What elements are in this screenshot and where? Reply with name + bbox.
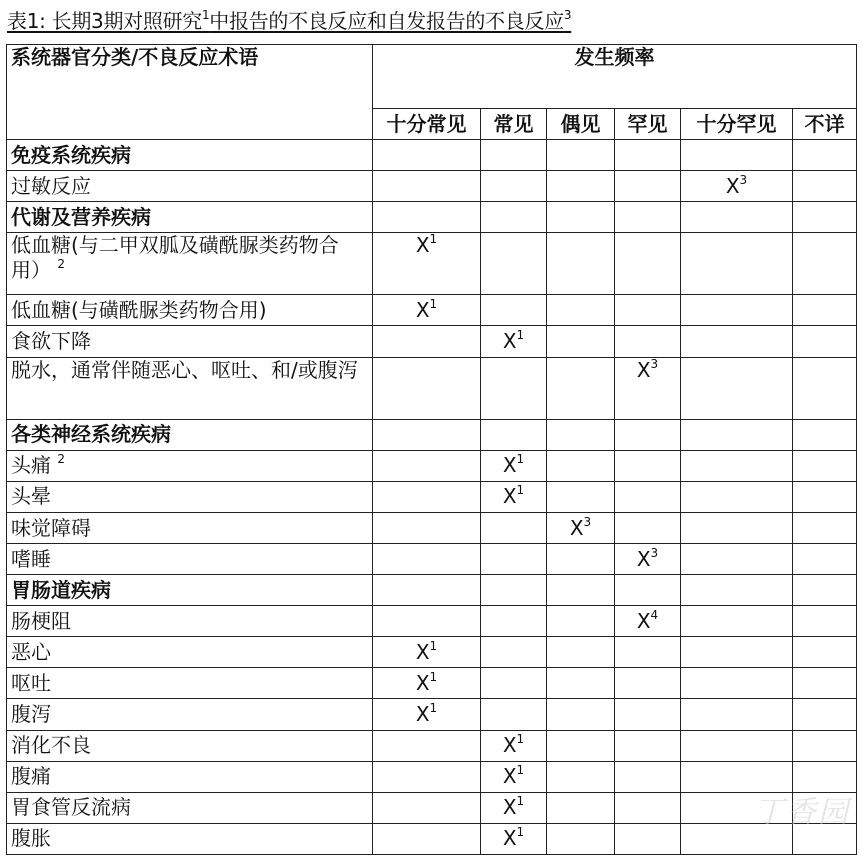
- frequency-cell: [681, 295, 793, 326]
- frequency-cell: [615, 357, 681, 419]
- frequency-category-header: 常见: [481, 109, 547, 140]
- frequency-cell: [793, 606, 857, 637]
- term-label: 胃食管反流病: [11, 795, 131, 820]
- frequency-cell: [481, 295, 547, 326]
- watermark-logo: 丁香园: [754, 795, 850, 830]
- frequency-cell: [547, 233, 615, 295]
- table-row: [7, 544, 857, 575]
- adverse-reaction-term: [7, 699, 373, 730]
- frequency-cell: [793, 326, 857, 357]
- soc-label: 各类神经系统疾病: [7, 419, 373, 450]
- frequency-mark: X: [502, 484, 517, 509]
- table-row: [7, 699, 857, 730]
- frequency-cell: [681, 544, 793, 575]
- frequency-cell: [681, 171, 793, 202]
- frequency-cell: [373, 668, 481, 699]
- frequency-cell: [481, 730, 547, 761]
- table-row: [7, 512, 857, 543]
- frequency-cell: [547, 419, 615, 450]
- frequency-cell: [615, 575, 681, 606]
- frequency-cell: [481, 637, 547, 668]
- frequency-cell: [481, 668, 547, 699]
- frequency-cell: [547, 326, 615, 357]
- mark-footnote-ref: 1: [429, 669, 438, 684]
- frequency-cell: [481, 544, 547, 575]
- adverse-reaction-term: [7, 357, 373, 419]
- mark-footnote-ref: 3: [650, 357, 659, 371]
- frequency-cell: [681, 140, 793, 171]
- term-label: 腹泻: [11, 701, 51, 726]
- frequency-cell: [481, 326, 547, 357]
- term-label: 消化不良: [11, 733, 91, 758]
- frequency-cell: [481, 202, 547, 233]
- table-body: [7, 140, 857, 855]
- mark-footnote-ref: 1: [516, 483, 525, 498]
- term-footnote-ref: 2: [57, 257, 65, 272]
- adverse-reaction-term: [7, 171, 373, 202]
- frequency-cell: [793, 450, 857, 481]
- frequency-cell: [547, 481, 615, 512]
- frequency-cell: [547, 792, 615, 823]
- soc-column-header: 系统器官分类/不良反应术语: [7, 45, 373, 140]
- frequency-cell: [547, 357, 615, 419]
- frequency-cell: [681, 637, 793, 668]
- frequency-cell: [793, 699, 857, 730]
- frequency-category-header: 十分罕见: [681, 109, 793, 140]
- frequency-cell: [681, 450, 793, 481]
- frequency-cell: [793, 481, 857, 512]
- frequency-cell: [373, 761, 481, 792]
- soc-label: 免疫系统疾病: [7, 140, 373, 171]
- frequency-cell: [373, 233, 481, 295]
- frequency-cell: [681, 326, 793, 357]
- frequency-cell: [373, 202, 481, 233]
- frequency-mark: X: [725, 173, 740, 198]
- frequency-cell: [793, 171, 857, 202]
- adverse-reaction-term: [7, 730, 373, 761]
- frequency-cell: [481, 512, 547, 543]
- term-label: 腹胀: [11, 826, 51, 851]
- term-label: 过敏反应: [11, 173, 91, 198]
- frequency-cell: [793, 233, 857, 295]
- frequency-cell: [373, 450, 481, 481]
- term-label: 味觉障碍: [11, 515, 91, 540]
- mark-footnote-ref: 3: [583, 514, 592, 529]
- adverse-reaction-term: [7, 544, 373, 575]
- frequency-mark: X: [415, 639, 430, 664]
- table-row: [7, 668, 857, 699]
- adverse-reaction-term: [7, 233, 373, 295]
- frequency-column-header: 发生频率: [373, 45, 857, 109]
- frequency-cell: [481, 450, 547, 481]
- mark-footnote-ref: 3: [739, 172, 748, 187]
- frequency-cell: [547, 668, 615, 699]
- frequency-cell: [793, 637, 857, 668]
- frequency-cell: [373, 295, 481, 326]
- adverse-reaction-term: [7, 637, 373, 668]
- frequency-cell: [615, 699, 681, 730]
- adverse-reaction-term: [7, 295, 373, 326]
- frequency-cell: [793, 419, 857, 450]
- mark-footnote-ref: 1: [429, 638, 438, 653]
- caption-footnote-ref: 1: [201, 8, 210, 22]
- frequency-cell: [615, 140, 681, 171]
- mark-footnote-ref: 1: [429, 296, 438, 311]
- mark-footnote-ref: 4: [650, 607, 659, 622]
- table-row: [7, 357, 857, 419]
- term-label: 腹痛: [11, 764, 51, 789]
- frequency-mark: X: [502, 329, 517, 354]
- frequency-cell: [481, 575, 547, 606]
- frequency-cell: [547, 202, 615, 233]
- frequency-cell: [373, 419, 481, 450]
- frequency-cell: [615, 761, 681, 792]
- frequency-cell: [681, 606, 793, 637]
- adverse-reaction-term: [7, 792, 373, 823]
- mark-footnote-ref: 3: [650, 545, 659, 560]
- frequency-cell: [615, 823, 681, 854]
- term-label: 食欲下降: [11, 329, 91, 354]
- frequency-cell: [615, 450, 681, 481]
- frequency-cell: [681, 481, 793, 512]
- frequency-cell: [793, 512, 857, 543]
- table-row: [7, 792, 857, 823]
- frequency-mark: X: [636, 546, 651, 571]
- table-row: [7, 233, 857, 295]
- frequency-cell: [615, 171, 681, 202]
- frequency-cell: [547, 512, 615, 543]
- frequency-cell: [681, 668, 793, 699]
- adverse-reaction-term: [7, 761, 373, 792]
- frequency-cell: [373, 637, 481, 668]
- frequency-cell: [547, 575, 615, 606]
- frequency-cell: [547, 171, 615, 202]
- soc-row: [7, 202, 857, 233]
- frequency-mark: X: [415, 701, 430, 726]
- mark-footnote-ref: 1: [516, 732, 525, 747]
- frequency-cell: [481, 419, 547, 450]
- term-label: 低血糖(与磺酰脲类药物合用): [11, 297, 267, 322]
- table-row: [7, 450, 857, 481]
- soc-row: [7, 419, 857, 450]
- adverse-reaction-term: [7, 512, 373, 543]
- frequency-cell: [615, 544, 681, 575]
- frequency-mark: X: [502, 764, 517, 789]
- frequency-cell: [547, 761, 615, 792]
- frequency-cell: [373, 699, 481, 730]
- adverse-reaction-term: [7, 481, 373, 512]
- table-row: [7, 171, 857, 202]
- frequency-cell: [793, 544, 857, 575]
- frequency-cell: [373, 730, 481, 761]
- frequency-mark: X: [502, 795, 517, 820]
- frequency-cell: [615, 202, 681, 233]
- frequency-cell: [481, 792, 547, 823]
- adverse-reactions-table: [6, 44, 857, 855]
- header-row: [7, 45, 857, 109]
- frequency-cell: [615, 326, 681, 357]
- frequency-cell: [547, 295, 615, 326]
- frequency-cell: [615, 512, 681, 543]
- frequency-cell: [373, 512, 481, 543]
- term-label: 头痛: [11, 453, 51, 478]
- frequency-cell: [373, 140, 481, 171]
- frequency-cell: [481, 140, 547, 171]
- frequency-cell: [681, 202, 793, 233]
- frequency-cell: [793, 140, 857, 171]
- adverse-reaction-term: [7, 606, 373, 637]
- frequency-cell: [481, 761, 547, 792]
- table-row: [7, 761, 857, 792]
- frequency-cell: [681, 357, 793, 419]
- mark-footnote-ref: 1: [429, 232, 438, 247]
- frequency-mark: X: [502, 733, 517, 758]
- frequency-cell: [615, 668, 681, 699]
- frequency-cell: [547, 699, 615, 730]
- term-label: 嗜睡: [11, 546, 51, 571]
- mark-footnote-ref: 1: [516, 452, 525, 467]
- table-row: [7, 730, 857, 761]
- frequency-cell: [547, 606, 615, 637]
- frequency-cell: [615, 730, 681, 761]
- frequency-cell: [547, 637, 615, 668]
- soc-label: 代谢及营养疾病: [7, 202, 373, 233]
- term-label: 恶心: [11, 639, 51, 664]
- frequency-mark: X: [415, 297, 430, 322]
- frequency-cell: [481, 171, 547, 202]
- frequency-cell: [681, 575, 793, 606]
- mark-footnote-ref: 1: [516, 794, 525, 809]
- term-label: 头晕: [11, 484, 51, 509]
- frequency-category-header: 十分常见: [373, 109, 481, 140]
- frequency-cell: [681, 419, 793, 450]
- frequency-cell: [793, 295, 857, 326]
- frequency-cell: [481, 481, 547, 512]
- frequency-cell: [373, 171, 481, 202]
- frequency-mark: X: [502, 826, 517, 851]
- frequency-cell: [615, 606, 681, 637]
- frequency-cell: [547, 730, 615, 761]
- frequency-cell: [481, 233, 547, 295]
- mark-footnote-ref: 1: [429, 700, 438, 715]
- mark-footnote-ref: 1: [516, 825, 525, 840]
- table-caption: [7, 6, 571, 36]
- frequency-cell: [681, 699, 793, 730]
- table-row: [7, 295, 857, 326]
- caption-text: 表1: 长期3期对照研究: [7, 9, 202, 33]
- frequency-mark: X: [636, 357, 651, 382]
- adverse-reaction-term: [7, 668, 373, 699]
- frequency-cell: [481, 606, 547, 637]
- caption-footnote-ref: 3: [563, 8, 572, 22]
- frequency-cell: [481, 357, 547, 419]
- frequency-cell: [373, 606, 481, 637]
- frequency-cell: [793, 730, 857, 761]
- frequency-cell: [547, 450, 615, 481]
- term-label: 呕吐: [11, 670, 51, 695]
- frequency-cell: [481, 823, 547, 854]
- frequency-mark: X: [636, 608, 651, 633]
- frequency-cell: [615, 792, 681, 823]
- caption-text-continued: 中报告的不良反应和自发报告的不良反应: [209, 9, 564, 33]
- frequency-cell: [615, 295, 681, 326]
- term-footnote-ref: 2: [57, 452, 65, 467]
- table-row: [7, 637, 857, 668]
- table-row: [7, 326, 857, 357]
- frequency-cell: [373, 357, 481, 419]
- table-row: [7, 823, 857, 854]
- frequency-cell: [793, 202, 857, 233]
- frequency-cell: [547, 823, 615, 854]
- frequency-cell: [373, 481, 481, 512]
- frequency-cell: [547, 140, 615, 171]
- adverse-reaction-term: [7, 450, 373, 481]
- frequency-cell: [373, 575, 481, 606]
- frequency-cell: [793, 575, 857, 606]
- frequency-cell: [681, 233, 793, 295]
- frequency-cell: [547, 544, 615, 575]
- frequency-mark: X: [415, 670, 430, 695]
- frequency-cell: [615, 481, 681, 512]
- adverse-reaction-term: [7, 326, 373, 357]
- term-label: 肠梗阻: [11, 608, 71, 633]
- soc-row: [7, 140, 857, 171]
- frequency-cell: [373, 792, 481, 823]
- frequency-cell: [681, 512, 793, 543]
- soc-label: 胃肠道疾病: [7, 575, 373, 606]
- term-label: 低血糖(与二甲双胍及磺酰脲类药物合用）: [11, 233, 339, 283]
- frequency-category-header: 不详: [793, 109, 857, 140]
- frequency-cell: [615, 419, 681, 450]
- mark-footnote-ref: 1: [516, 763, 525, 778]
- frequency-cell: [373, 544, 481, 575]
- table-row: [7, 481, 857, 512]
- frequency-cell: [793, 668, 857, 699]
- frequency-cell: [481, 699, 547, 730]
- frequency-cell: [373, 326, 481, 357]
- frequency-category-header: 偶见: [547, 109, 615, 140]
- frequency-mark: X: [569, 515, 584, 540]
- soc-row: [7, 575, 857, 606]
- frequency-cell: [615, 637, 681, 668]
- frequency-cell: [373, 823, 481, 854]
- frequency-cell: [615, 233, 681, 295]
- mark-footnote-ref: 1: [516, 328, 525, 343]
- frequency-category-header: 罕见: [615, 109, 681, 140]
- frequency-mark: X: [415, 233, 430, 258]
- frequency-mark: X: [502, 453, 517, 478]
- table-row: [7, 606, 857, 637]
- frequency-cell: [681, 730, 793, 761]
- frequency-cell: [793, 357, 857, 419]
- term-label: 脱水，通常伴随恶心、呕吐、和/或腹泻: [11, 357, 358, 382]
- adverse-reaction-term: [7, 823, 373, 854]
